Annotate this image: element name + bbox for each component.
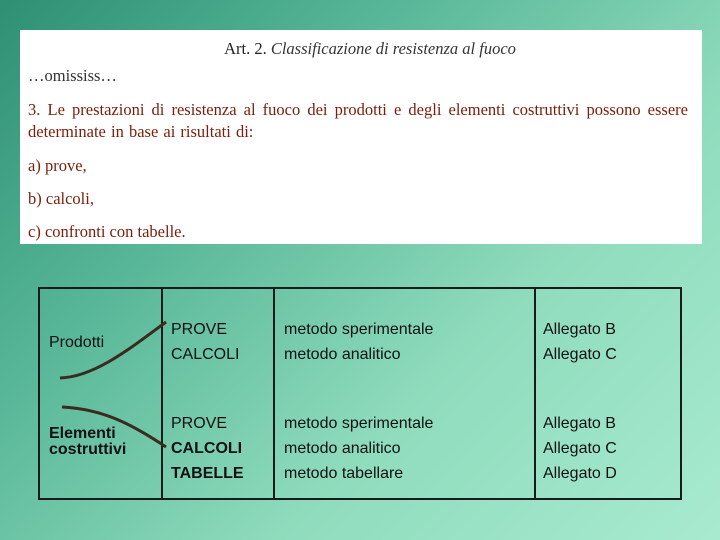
method-calcoli: CALCOLI bbox=[171, 440, 243, 457]
description-sperimentale: metodo sperimentale bbox=[284, 321, 434, 338]
description-sperimentale: metodo sperimentale bbox=[284, 415, 434, 432]
method-tabelle: TABELLE bbox=[171, 465, 244, 482]
article-number: Art. 2. bbox=[224, 39, 267, 58]
description-analitico: metodo analitico bbox=[284, 346, 401, 363]
methods-table bbox=[38, 287, 682, 500]
description-tabellare: metodo tabellare bbox=[284, 465, 404, 482]
annex-c: Allegato C bbox=[543, 346, 617, 363]
article-title: Classificazione di resistenza al fuoco bbox=[270, 39, 516, 58]
paragraph-3: 3. Le prestazioni di resistenza al fuoco dei prodotti e degli elementi costruttivi possono essere determinate in base ai risultati di: bbox=[28, 100, 688, 141]
subject-costruttivi: costruttivi bbox=[49, 441, 127, 458]
article-heading bbox=[52, 38, 688, 60]
method-prove: PROVE bbox=[171, 415, 228, 432]
subject-prodotti: Prodotti bbox=[49, 334, 105, 351]
list-item-calcoli: b) calcoli, bbox=[28, 189, 94, 208]
annex-b: Allegato B bbox=[543, 321, 616, 338]
list-item-tabelle: c) confronti con tabelle. bbox=[28, 222, 186, 241]
annex-b: Allegato B bbox=[543, 415, 616, 432]
annex-d: Allegato D bbox=[543, 465, 617, 482]
annex-c: Allegato C bbox=[543, 440, 617, 457]
description-analitico: metodo analitico bbox=[284, 440, 401, 457]
list-item-prove: a) prove, bbox=[28, 156, 87, 175]
subject-elementi: Elementi bbox=[49, 425, 116, 442]
method-calcoli: CALCOLI bbox=[171, 346, 240, 363]
method-prove: PROVE bbox=[171, 321, 228, 338]
omissis-text: …omississ… bbox=[28, 66, 117, 85]
regulation-text-box bbox=[20, 30, 702, 244]
